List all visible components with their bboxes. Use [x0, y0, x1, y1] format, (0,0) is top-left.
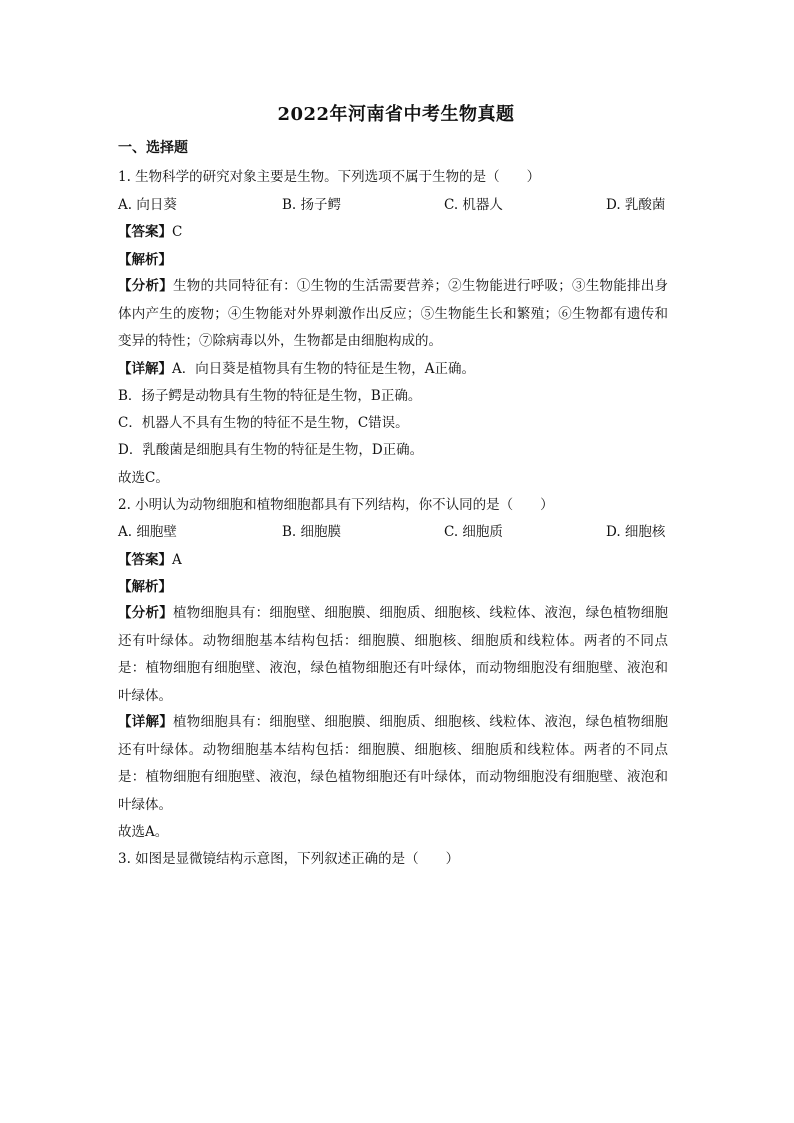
detail-text: A．向日葵是植物具有生物的特征是生物，A正确。 — [172, 361, 475, 377]
analysis-text: 植物细胞具有：细胞壁、细胞膜、细胞质、细胞核、线粒体、液泡，绿色植物细胞还有叶绿体。动物细胞基本结构包括：细胞膜、细胞核、细胞质和线粒体。两者的不同点是：植物细胞有细胞壁、液泡，绿色植物细胞还有叶绿体，而动物细胞没有细胞壁、液泡和叶绿体。 — [118, 605, 669, 704]
analysis-tag: 【分析】 — [118, 605, 174, 621]
detail-tag: 【详解】 — [118, 714, 174, 730]
question-2-answer — [118, 551, 182, 569]
answer-tag: 【答案】 — [118, 224, 172, 240]
question-2-stem: 2. 小明认为动物细胞和植物细胞都具有下列结构，你不认同的是（ ） — [118, 497, 554, 513]
analysis-text: 生物的共同特征有：①生物的生活需要营养；②生物能进行呼吸；③生物能排出身体内产生的废物；④生物能对外界刺激作出反应；⑤生物能生长和繁殖；⑥生物都有遗传和变异的特性；⑦除病毒以外，生物都是由细胞构成的。 — [118, 278, 669, 349]
question-1-option-d: D. 乳酸菌 — [606, 197, 666, 213]
page-title: 2022年河南省中考生物真题 — [277, 104, 515, 125]
detail-text: 植物细胞具有：细胞壁、细胞膜、细胞质、细胞核、线粒体、液泡，绿色植物细胞还有叶绿体。动物细胞基本结构包括：细胞膜、细胞核、细胞质和线粒体。两者的不同点是：植物细胞有细胞壁、液泡，绿色植物细胞还有叶绿体，而动物细胞没有细胞壁、液泡和叶绿体。 — [118, 714, 669, 813]
question-2-option-a: A. 细胞壁 — [118, 524, 177, 540]
question-1-stem: 1. 生物科学的研究对象主要是生物。下列选项不属于生物的是（ ） — [118, 169, 541, 185]
question-1-detail-c: C．机器人不具有生物的特征不是生物，C错误。 — [118, 415, 409, 431]
question-1-detail-d: D．乳酸菌是细胞具有生物的特征是生物，D正确。 — [118, 442, 424, 458]
question-1-option-c: C. 机器人 — [444, 197, 503, 213]
question-2-analysis — [118, 600, 668, 710]
question-1-option-b: B. 扬子鳄 — [282, 197, 342, 213]
question-3-stem: 3. 如图是显微镜结构示意图，下列叙述正确的是（ ） — [118, 851, 460, 867]
analysis-tag: 【分析】 — [118, 278, 174, 294]
question-2-option-c: C. 细胞质 — [444, 524, 503, 540]
question-1-option-a: A. 向日葵 — [118, 197, 177, 213]
question-1-conclusion: 故选C。 — [118, 470, 169, 486]
answer-value: A — [172, 552, 182, 568]
question-2-detail — [118, 709, 668, 819]
detail-tag: 【详解】 — [118, 361, 172, 377]
question-1-jiexi-tag: 【解析】 — [118, 252, 172, 268]
answer-tag: 【答案】 — [118, 552, 172, 568]
question-2-conclusion: 故选A。 — [118, 824, 169, 840]
question-1-detail-a — [118, 360, 475, 378]
section-heading: 一、选择题 — [118, 140, 188, 156]
question-1-detail-b: B．扬子鳄是动物具有生物的特征是生物，B正确。 — [118, 388, 422, 404]
question-2-jiexi-tag: 【解析】 — [118, 579, 172, 595]
answer-value: C — [172, 224, 183, 240]
question-1-analysis — [118, 273, 668, 356]
question-2-option-d: D. 细胞核 — [606, 524, 666, 540]
question-1-answer — [118, 223, 182, 241]
question-2-option-b: B. 细胞膜 — [282, 524, 342, 540]
